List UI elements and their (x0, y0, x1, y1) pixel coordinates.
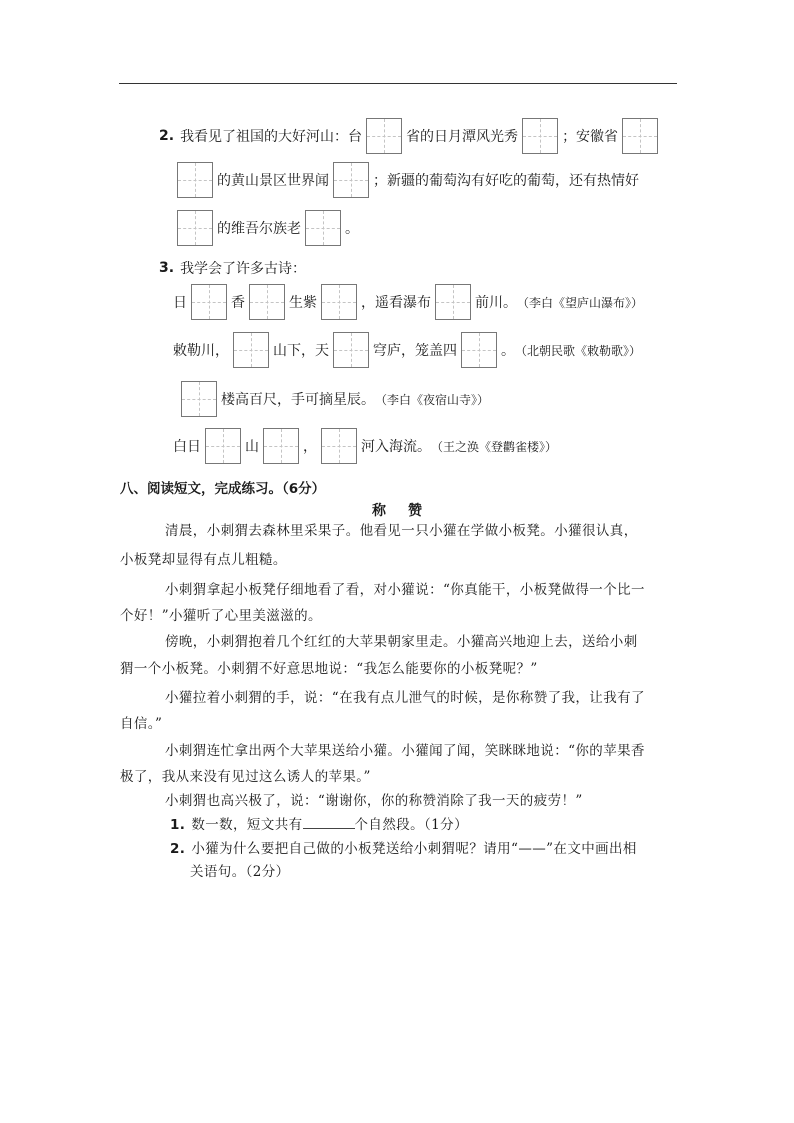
q3-intro (159, 258, 306, 278)
poem-source: （王之涣《登鹳雀楼》） (431, 439, 558, 454)
passage-line: 小刺猬连忙拿出两个大苹果送给小獾。小獾闻了闻，笑眯眯地说：“你的苹果香 (165, 743, 645, 759)
writing-grid-box[interactable] (321, 428, 357, 464)
passage-line: 小板凳却显得有点儿粗糙。 (120, 552, 287, 568)
question-text: 小獾为什么要把自己做的小板凳送给小刺猬呢？请用“——”在文中画出相 (191, 841, 637, 857)
poem-text: 香 (231, 295, 245, 311)
passage-line: 小獾拉着小刺猬的手，说：“在我有点儿泄气的时候，是你称赞了我，让我有了 (165, 690, 645, 706)
q2-line-1 (159, 118, 662, 154)
passage-line: 小刺猬拿起小板凳仔细地看了看，对小獾说：“你真能干，小板凳做得一个比一 (165, 582, 645, 598)
poem-text: 日 (173, 295, 187, 311)
poem-text: 白日 (173, 439, 201, 455)
poem-text: 前川。 (475, 295, 517, 311)
question-number: 2. (170, 841, 186, 857)
poem-text: 河入海流。 (361, 439, 431, 455)
writing-grid-box[interactable] (233, 332, 269, 368)
writing-grid-box[interactable] (622, 118, 658, 154)
writing-grid-box[interactable] (263, 428, 299, 464)
answer-blank[interactable] (303, 816, 355, 829)
q2-text: 省的日月潭风光秀 (406, 129, 519, 145)
q2-text: ；新疆的葡萄沟有好吃的葡萄，还有热情好 (373, 173, 639, 189)
passage-title: 称赞 (372, 503, 444, 519)
writing-grid-box[interactable] (321, 284, 357, 320)
writing-grid-box[interactable] (249, 284, 285, 320)
passage-line: 极了，我从来没有见过这么诱人的苹果。” (120, 769, 371, 785)
writing-grid-box[interactable] (177, 210, 213, 246)
poem-line-2 (173, 332, 641, 368)
question-2 (170, 839, 637, 859)
section-heading: 八、阅读短文，完成练习。（6分） (120, 481, 326, 497)
q3-number: 3. (159, 260, 175, 276)
poem-source: （李白《夜宿山寺》） (375, 392, 490, 407)
writing-grid-box[interactable] (177, 162, 213, 198)
question-2-cont: 关语句。（2分） (190, 864, 290, 880)
question-1 (170, 815, 468, 835)
writing-grid-box[interactable] (366, 118, 402, 154)
writing-grid-box[interactable] (305, 210, 341, 246)
q2-text: 的黄山景区世界闻 (217, 173, 329, 189)
q2-text: 。 (345, 221, 359, 237)
writing-grid-box[interactable] (333, 162, 369, 198)
poem-line-3 (177, 381, 489, 417)
poem-text: 生紫 (289, 295, 317, 311)
writing-grid-box[interactable] (435, 284, 471, 320)
poem-text: 穹庐，笼盖四 (373, 343, 457, 359)
q3-intro-text: 我学会了许多古诗： (180, 261, 307, 277)
question-text: 个自然段。（1分） (354, 817, 468, 833)
poem-text: 山下，天 (273, 343, 329, 359)
header-rule (119, 83, 677, 84)
poem-text: ， (303, 439, 317, 455)
poem-text: 山 (245, 439, 259, 455)
poem-text: 敕勒川， (173, 343, 229, 359)
poem-line-1 (173, 284, 643, 320)
question-number: 1. (170, 817, 186, 833)
passage-line: 自信。” (120, 716, 163, 732)
poem-text: ，遥看瀑布 (361, 295, 431, 311)
poem-text: 。 (501, 343, 515, 359)
writing-grid-box[interactable] (205, 428, 241, 464)
passage-line: 小刺猬也高兴极了，说：“谢谢你，你的称赞消除了我一天的疲劳！” (165, 793, 583, 809)
question-text: 数一数，短文共有 (191, 817, 303, 833)
writing-grid-box[interactable] (181, 381, 217, 417)
passage-line: 猬一个小板凳。小刺猬不好意思地说：“我怎么能要你的小板凳呢？” (120, 661, 538, 677)
q2-line-3 (173, 210, 359, 246)
poem-source: （北朝民歌《敕勒歌》） (515, 343, 642, 358)
q2-line-2 (173, 162, 639, 198)
poem-text: 楼高百尺，手可摘星辰。 (221, 392, 375, 408)
writing-grid-box[interactable] (522, 118, 558, 154)
q2-number: 2. (159, 128, 175, 144)
passage-line: 清晨，小刺猬去森林里采果子。他看见一只小獾在学做小板凳。小獾很认真， (165, 523, 638, 539)
writing-grid-box[interactable] (191, 284, 227, 320)
poem-line-4 (173, 428, 557, 464)
q2-text: ；安徽省 (562, 129, 619, 145)
poem-source: （李白《望庐山瀑布》） (517, 295, 644, 310)
q2-text: 我看见了祖国的大好河山：台 (180, 129, 363, 145)
passage-line: 个好！”小獾听了心里美滋滋的。 (120, 608, 322, 624)
q2-text: 的维吾尔族老 (217, 221, 301, 237)
passage-line: 傍晚，小刺猬抱着几个红红的大苹果朝家里走。小獾高兴地迎上去，送给小刺 (165, 634, 638, 650)
writing-grid-box[interactable] (461, 332, 497, 368)
writing-grid-box[interactable] (333, 332, 369, 368)
